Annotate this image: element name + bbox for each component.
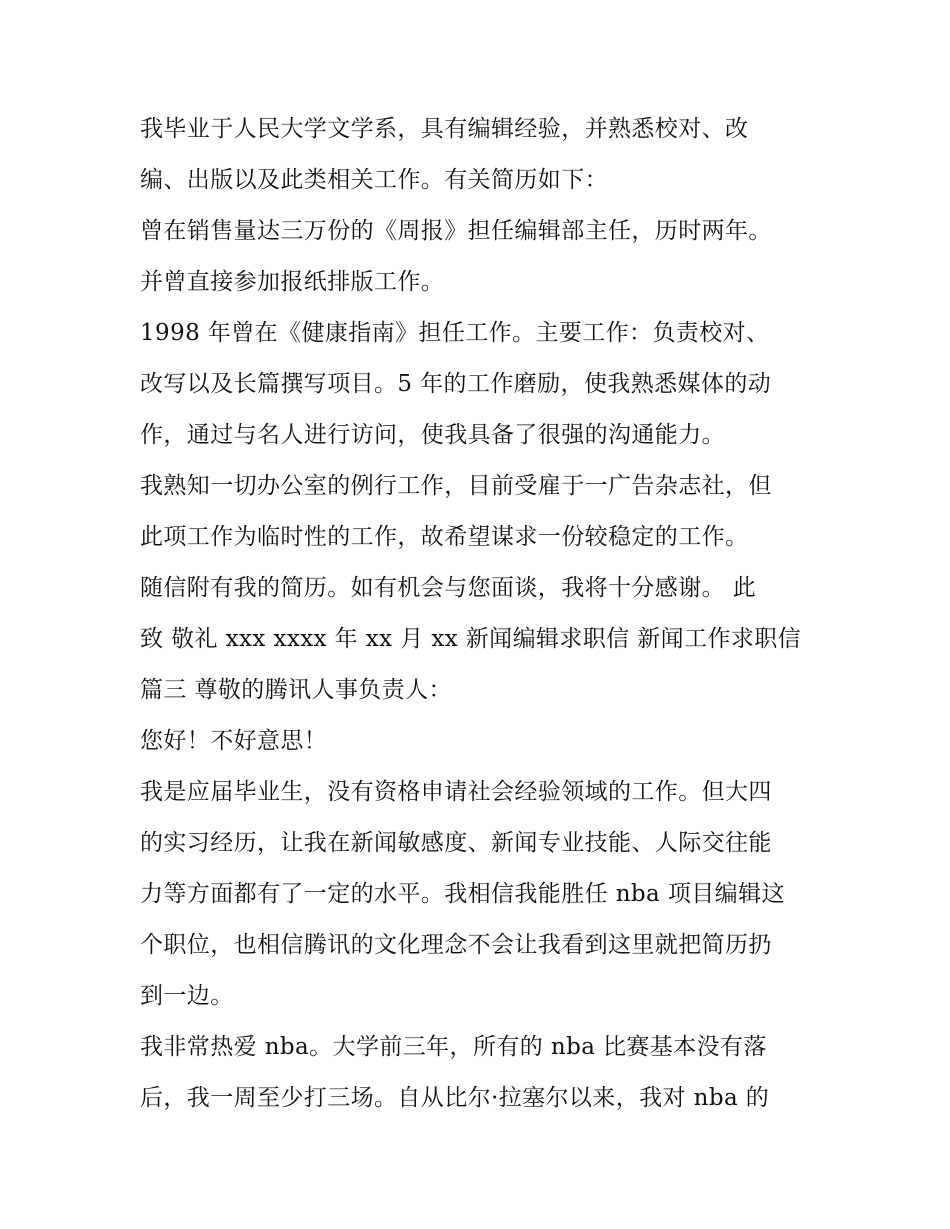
text-line: 到一边。 [140,983,234,1009]
text-line: 此项工作为临时性的工作，故希望谋求一份较稳定的工作。 [140,524,749,550]
text-line: 篇三 尊敬的腾讯人事负责人： [140,677,452,703]
text-line: 作，通过与名人进行访问，使我具备了很强的沟通能力。 [140,422,725,448]
text-line: 后，我一周至少打三场。自从比尔·拉塞尔以来，我对 nba 的 [140,1085,770,1111]
text-line: 我是应届毕业生，没有资格申请社会经验领域的工作。但大四 [140,779,772,805]
text-line: 改写以及长篇撰写项目。5 年的工作磨励，使我熟悉媒体的动 [140,371,772,397]
text-line: 曾在销售量达三万份的《周报》担任编辑部主任，历时两年。 [140,218,772,244]
text-line: 1998 年曾在《健康指南》担任工作。主要工作：负责校对、 [140,320,770,346]
text-line: 个职位，也相信腾讯的文化理念不会让我看到这里就把简历扔 [140,932,772,958]
text-line: 致 敬礼 xxx xxxx 年 xx 月 xx 新闻编辑求职信 新闻工作求职信 [140,626,802,652]
text-line: 我非常热爱 nba。大学前三年，所有的 nba 比赛基本没有落 [140,1034,767,1060]
text-line: 力等方面都有了一定的水平。我相信我能胜任 nba 项目编辑这 [140,881,785,907]
text-line: 随信附有我的简历。如有机会与您面谈，我将十分感谢。 此 [140,575,757,601]
text-line: 我熟知一切办公室的例行工作，目前受雇于一广告杂志社，但 [140,473,772,499]
text-line: 并曾直接参加报纸排版工作。 [140,269,445,295]
text-line: 编、出版以及此类相关工作。有关简历如下： [140,167,608,193]
text-line: 我毕业于人民大学文学系，具有编辑经验，并熟悉校对、改 [140,116,749,142]
letter-body [140,108,830,1128]
text-line: 您好！不好意思！ [140,728,328,754]
text-line: 的实习经历，让我在新闻敏感度、新闻专业技能、人际交往能 [140,830,772,856]
